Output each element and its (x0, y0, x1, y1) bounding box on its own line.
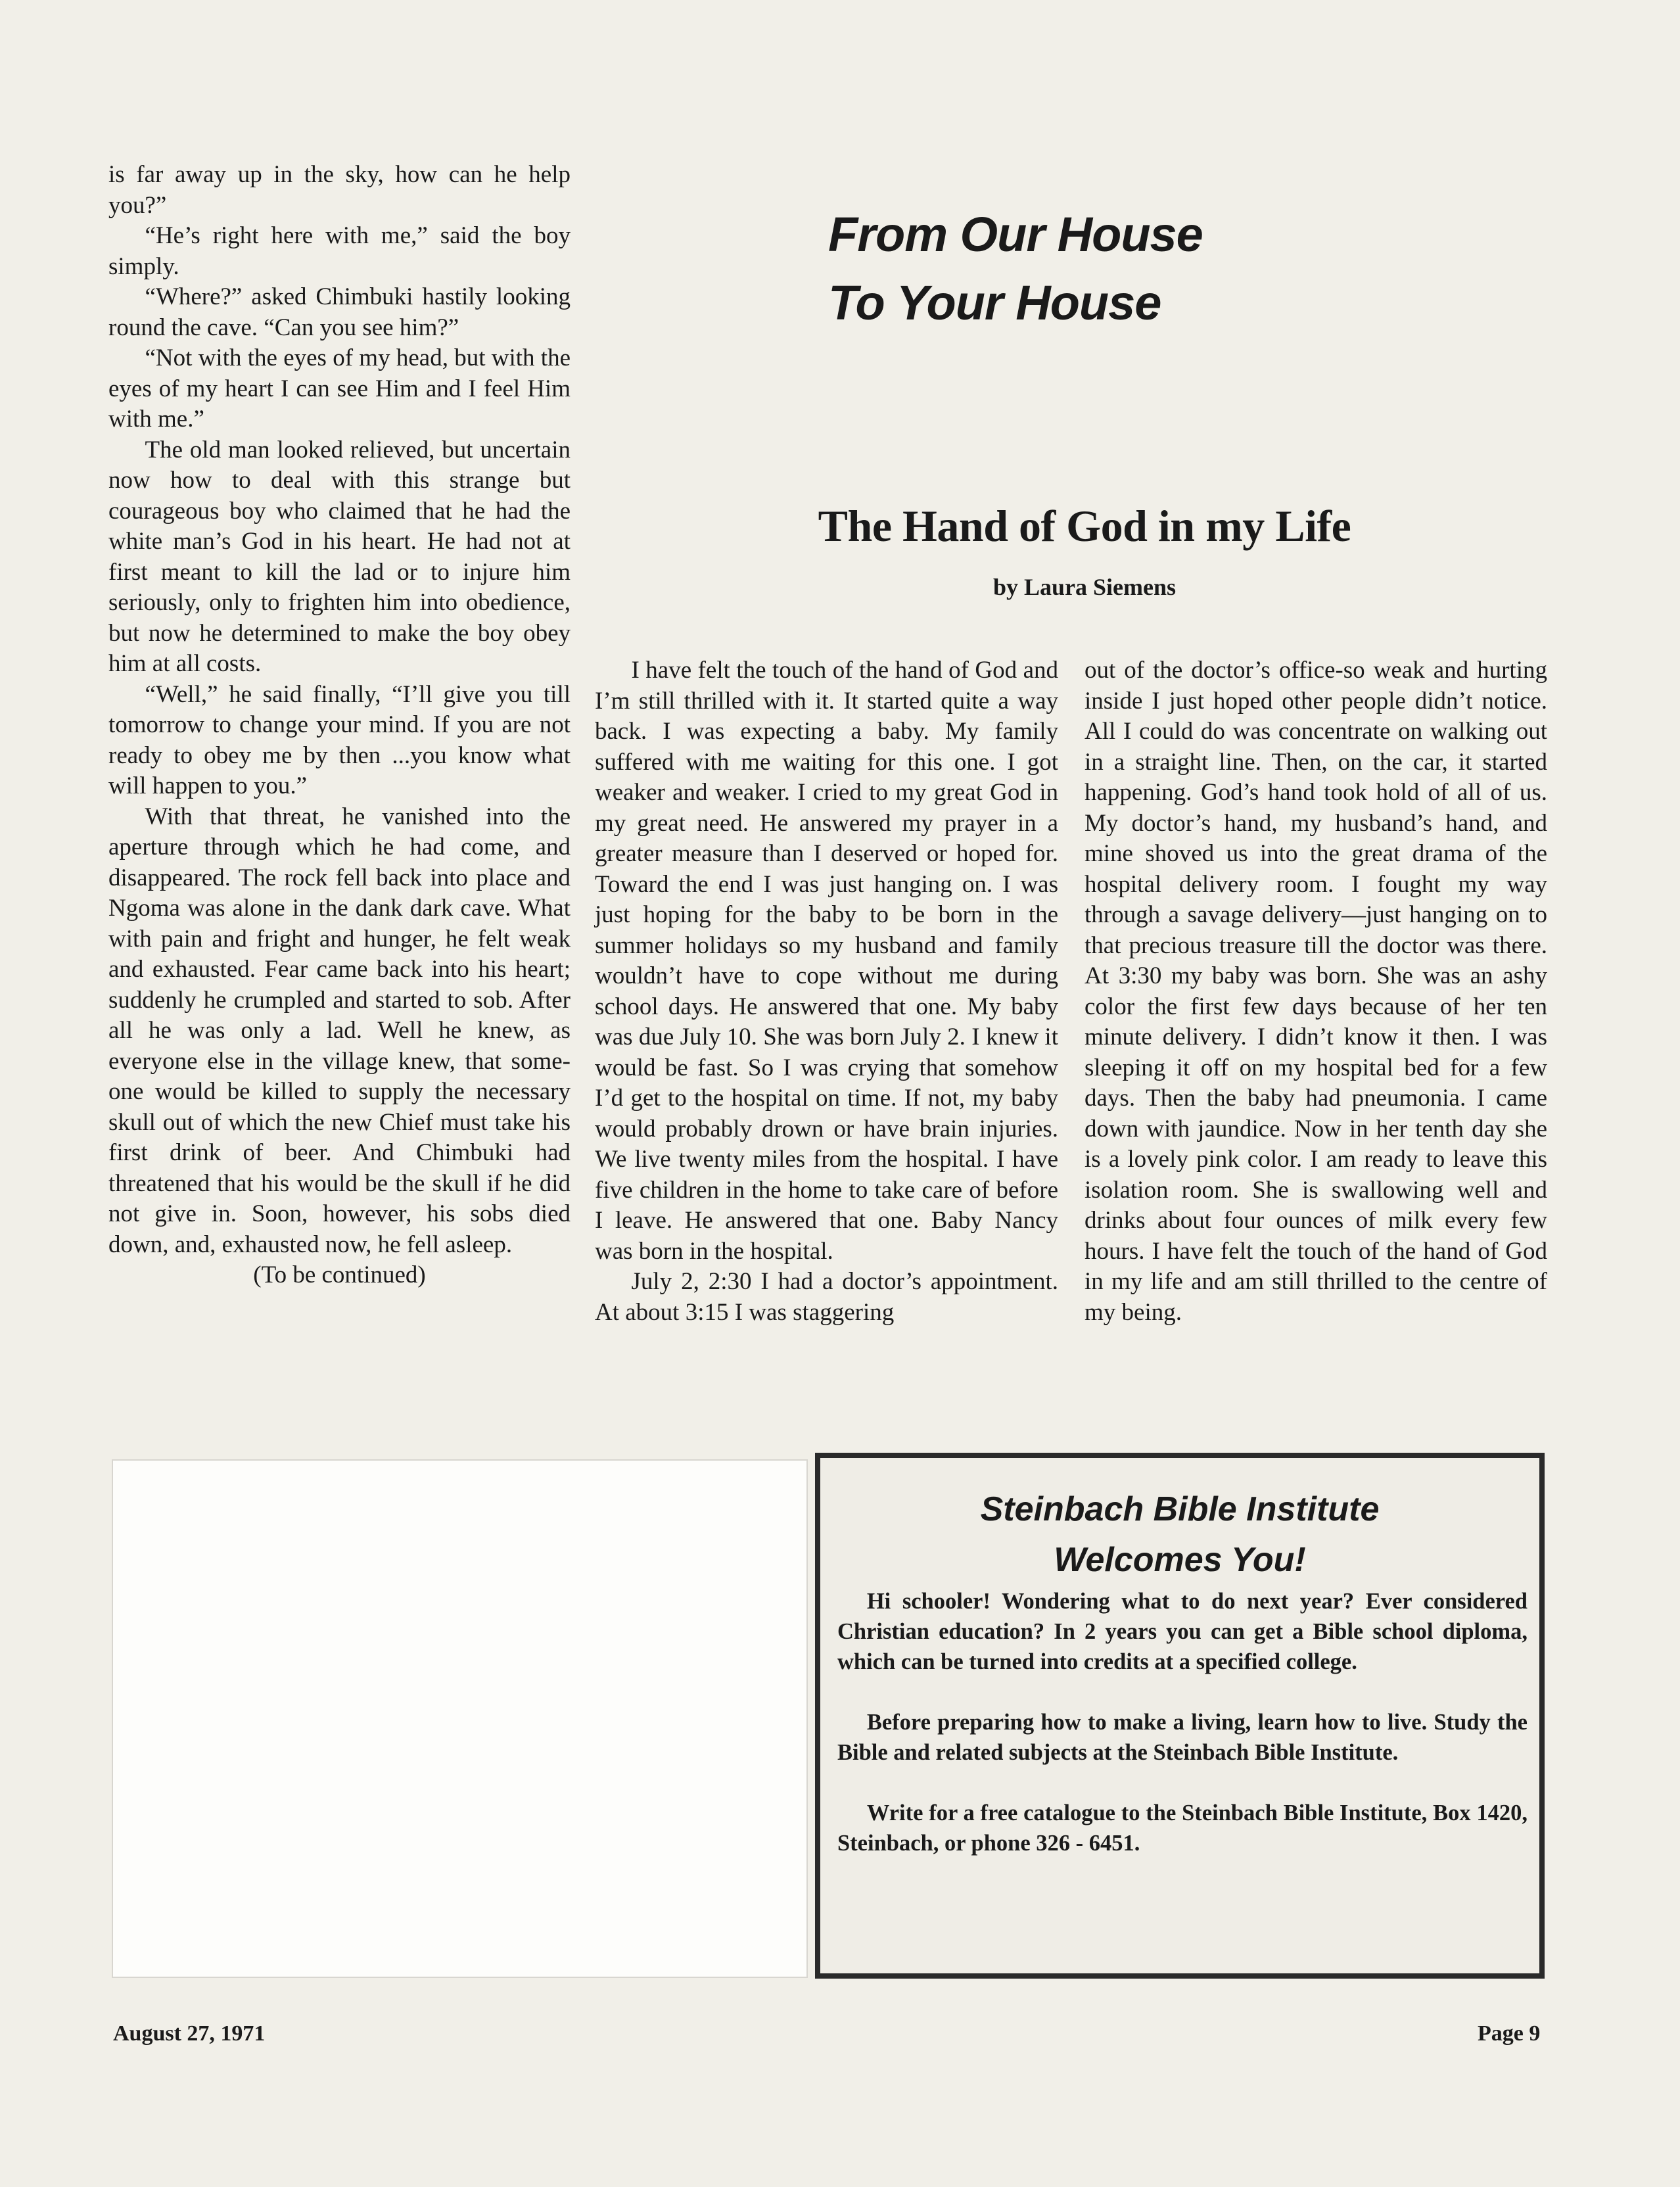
article-byline: by Laura Siemens (992, 574, 1177, 600)
story-paragraph: With that threat, he vanished into the aperture through which he had come, and disappeared. The rock fell back into place and Ngoma was alone in the dank dark cave. What with pain and fright and hunger, he felt weak and exhausted. Fear came back into his heart; suddenly he crumpled and started to sob. After all he was only a lad. Well he knew, as everyone else in the village knew, that someone would be killed to supply the necessary skull out of which the new Chief must take his first drink of beer. And Chimbuki had threatened that his would be the skull if he did not give in. Soon, however, his sobs died down, and, exhausted now, he fell asleep. (108, 803, 571, 1258)
ad-paragraph: Hi schooler! Wondering what to do next year? Ever considered Christian education? In 2 years you can get a Bible school diploma, which can be turned into credits at a specified college. (837, 1589, 1528, 1674)
article-title: The Hand of God in my Life (818, 501, 1351, 551)
story-paragraph: is far away up in the sky, how can he help you?” (108, 161, 571, 219)
story-continuation-column (108, 160, 571, 1291)
to-be-continued-note: (To be continued) (253, 1261, 426, 1288)
article-paragraph: out of the doctor’s office-so weak and hurting inside I just hoped other people didn’t notice. All I could do was concentrate on walking out in a straight line. Then, on the car, it started happening. God’s hand took hold of all of us. My doctor’s hand, my husband’s hand, and mine shoved us into the great drama of the hospital delivery room. I fought my way through a savage delivery—just hanging on to that precious treasure till the doctor was there. At 3:30 my baby was born. She was an ashy color the first few days because of her ten minute delivery. I didn’t know it then. I was sleeping it off on my hospital bed for a few days. Then the baby had pneumonia. I came down with jaundice. Now in her tenth day she is a lovely pink color. I am ready to leave this isolation room. She is swallowing well and drinks about four ounces of milk every few hours. I have felt the touch of the hand of God in my life and am still thrilled to the centre of my being. (1085, 657, 1547, 1326)
bible-institute-ad (815, 1453, 1545, 1979)
story-paragraph: “He’s right here with me,” said the boy simply. (108, 222, 571, 280)
ad-title-line2: Welcomes You! (1054, 1541, 1306, 1579)
ad-paragraph: Write for a free catalogue to the Steinbach Bible Institute, Box 1420, Steinbach, or phone 326 - 6451. (837, 1800, 1528, 1856)
story-paragraph: “Not with the eyes of my head, but with the eyes of my heart I can see Him and I feel Him with me.” (108, 344, 571, 433)
story-paragraph: “Where?” asked Chimbuki hastily looking round the cave. “Can you see him?” (108, 283, 571, 341)
blank-space-box (112, 1459, 808, 1978)
story-paragraph: The old man looked relieved, but uncertain now how to deal with this strange but courageous boy who claimed that he had the white man’s God in his heart. He had not at first meant to kill the lad or to injure him seriously, only to frighten him into obedience, but now he determined to make the boy obey him at all costs. (108, 436, 571, 677)
story-paragraph: “Well,” he said finally, “I’ll give you till tomorrow to change your mind. If you are not ready to obey me by then ...you know what will happen to you.” (108, 680, 571, 799)
footer-page-number: Page 9 (1478, 2021, 1541, 2046)
article-column-1 (595, 655, 1058, 1328)
ad-body (837, 1586, 1528, 1889)
ad-title (820, 1484, 1539, 1586)
article-column-2 (1085, 655, 1547, 1328)
section-header (828, 200, 1288, 337)
ad-paragraph: Before preparing how to make a living, learn how to live. Study the Bible and related subjects at the Steinbach Bible Institute. (837, 1710, 1528, 1765)
article-paragraph: July 2, 2:30 I had a doctor’s appointment. At about 3:15 I was staggering (595, 1268, 1058, 1326)
footer-date: August 27, 1971 (113, 2021, 266, 2046)
ad-title-line1: Steinbach Bible Institute (980, 1490, 1380, 1528)
article-paragraph: I have felt the touch of the hand of God and I’m still thrilled with it. It started quite a way back. I was expecting a baby. My family suffered with me waiting for this one. I got weaker and weaker. I cried to my great God in my great need. He answered my prayer in a greater measure than I deserved or hoped for. Toward the end I was just hanging on. I was just hoping for the baby to be born in the summer holidays so my husband and family wouldn’t have to cope without me during school days. He answered that one. My baby was due July 10. She was born July 2. I knew it would be fast. So I was crying that somehow I’d get to the hospital on time. If not, my baby would probably drown or have brain injuries. We live twenty miles from the hospital. I have five children in the home to take care of before I leave. He answered that one. Baby Nancy was born in the hospital. (595, 657, 1058, 1265)
section-header-line2: To Your House (828, 275, 1161, 330)
section-header-line1: From Our House (828, 207, 1203, 262)
